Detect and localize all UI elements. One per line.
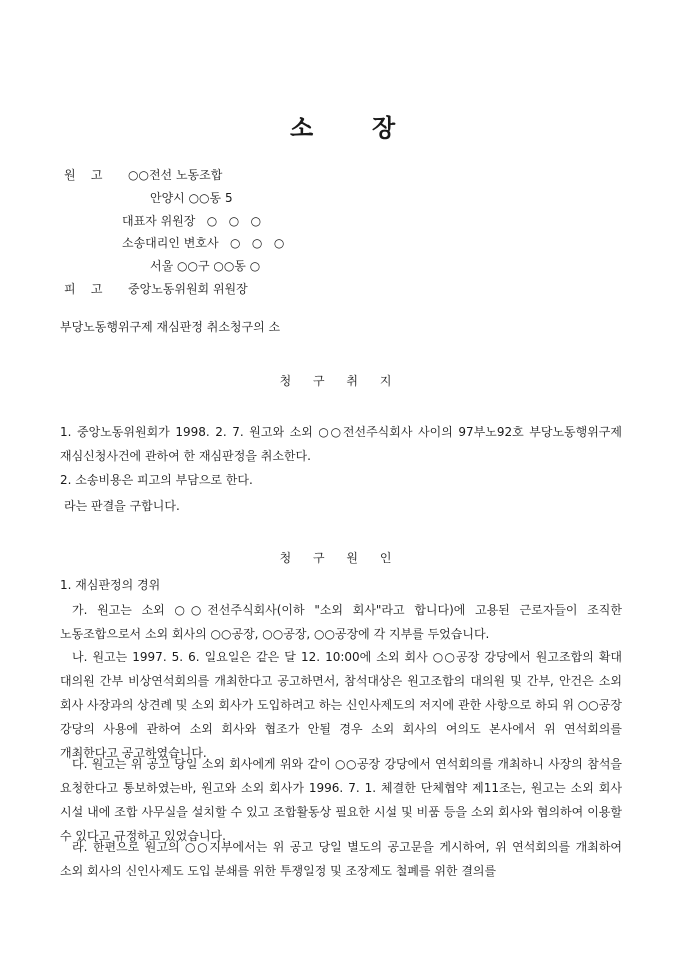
plaintiff-attorney: 소송대리인 변호사 ○ ○ ○ <box>122 236 285 250</box>
paragraph-na: 나. 원고는 1997. 5. 6. 일요일은 같은 달 12. 10:00에 소외 회사 ○○공장 강당에서 원고조합의 확대 대의원 간부 비상연석회의를 개최한다고 공고하면서, 참석대상은 원고조합의 대의원 및 간부, 안건은 소외 회사 사장과의 상견례 및 소외 회사가 도입하려고 하는 신인사제도의 저지에 관한 사항으로 하되 위 ○○공장 강당의 사용에 관하여 소외 회사와 협조가 안될 경우 소외 회사의 여의도 본사에서 위 연석회의를 개최한다고 공고하였습니다. <box>60 650 622 760</box>
claim-purpose-closing: 라는 판결을 구합니다. <box>64 499 180 513</box>
title-char-2: 장 <box>372 113 396 142</box>
defendant-label: 피 고 <box>64 282 103 296</box>
paragraph-ra: 라. 한편으로 원고의 ○○지부에서는 위 공고 당일 별도의 공고문을 게시하여, 위 연석회의를 개최하여 소외 회사의 신인사제도 도입 분쇄를 위한 투쟁일정 및 조장제도 철폐를 위한 결의를 <box>60 840 622 878</box>
claim-purpose-item-2: 2. 소송비용은 피고의 부담으로 한다. <box>60 473 253 487</box>
paragraph-da: 다. 원고는 위 공고 당일 소외 회사에게 위와 같이 ○○공장 강당에서 연석회의를 개최하니 사장의 참석을 요청한다고 통보하였는바, 원고와 소외 회사가 1996. 7. 1. 체결한 단체협약 제11조는, 원고는 소외 회사 시설 내에 조합 사무실을 설치할 수 있고 조합활동상 필요한 시설 및 비품 등을 소외 회사와 협의하여 이용할 수 있다고 규정하고 있었습니다. <box>60 757 622 843</box>
section-heading-1: 1. 재심판정의 경위 <box>60 578 161 592</box>
plaintiff-representative: 대표자 위원장 ○ ○ ○ <box>122 214 262 228</box>
claim-purpose-item-1: 1. 중앙노동위원회가 1998. 2. 7. 원고와 소외 ○○전선주식회사 사이의 97부노92호 부당노동행위구제 재심신청사건에 관하여 한 재심판정을 취소한다. <box>60 425 622 463</box>
title-char-1: 소 <box>290 113 314 142</box>
plaintiff-label: 원 고 <box>64 168 103 182</box>
attorney-address: 서울 ○○구 ○○동 ○ <box>150 259 261 273</box>
claim-purpose-heading: 청 구 취 지 <box>279 374 401 388</box>
paragraph-ga: 가. 원고는 소외 ○○전선주식회사(이하 "소외 회사"라고 합니다)에 고용된 근로자들이 조직한 노동조합으로서 소외 회사의 ○○공장, ○○공장, ○○공장에 각 지부를 두었습니다. <box>60 603 622 641</box>
case-title: 부당노동행위구제 재심판정 취소청구의 소 <box>60 320 281 334</box>
plaintiff-address: 안양시 ○○동 5 <box>150 191 233 205</box>
plaintiff-name: ○○전선 노동조합 <box>128 168 223 182</box>
defendant-name: 중앙노동위원회 위원장 <box>128 282 248 296</box>
claim-cause-heading: 청 구 원 인 <box>279 551 401 565</box>
